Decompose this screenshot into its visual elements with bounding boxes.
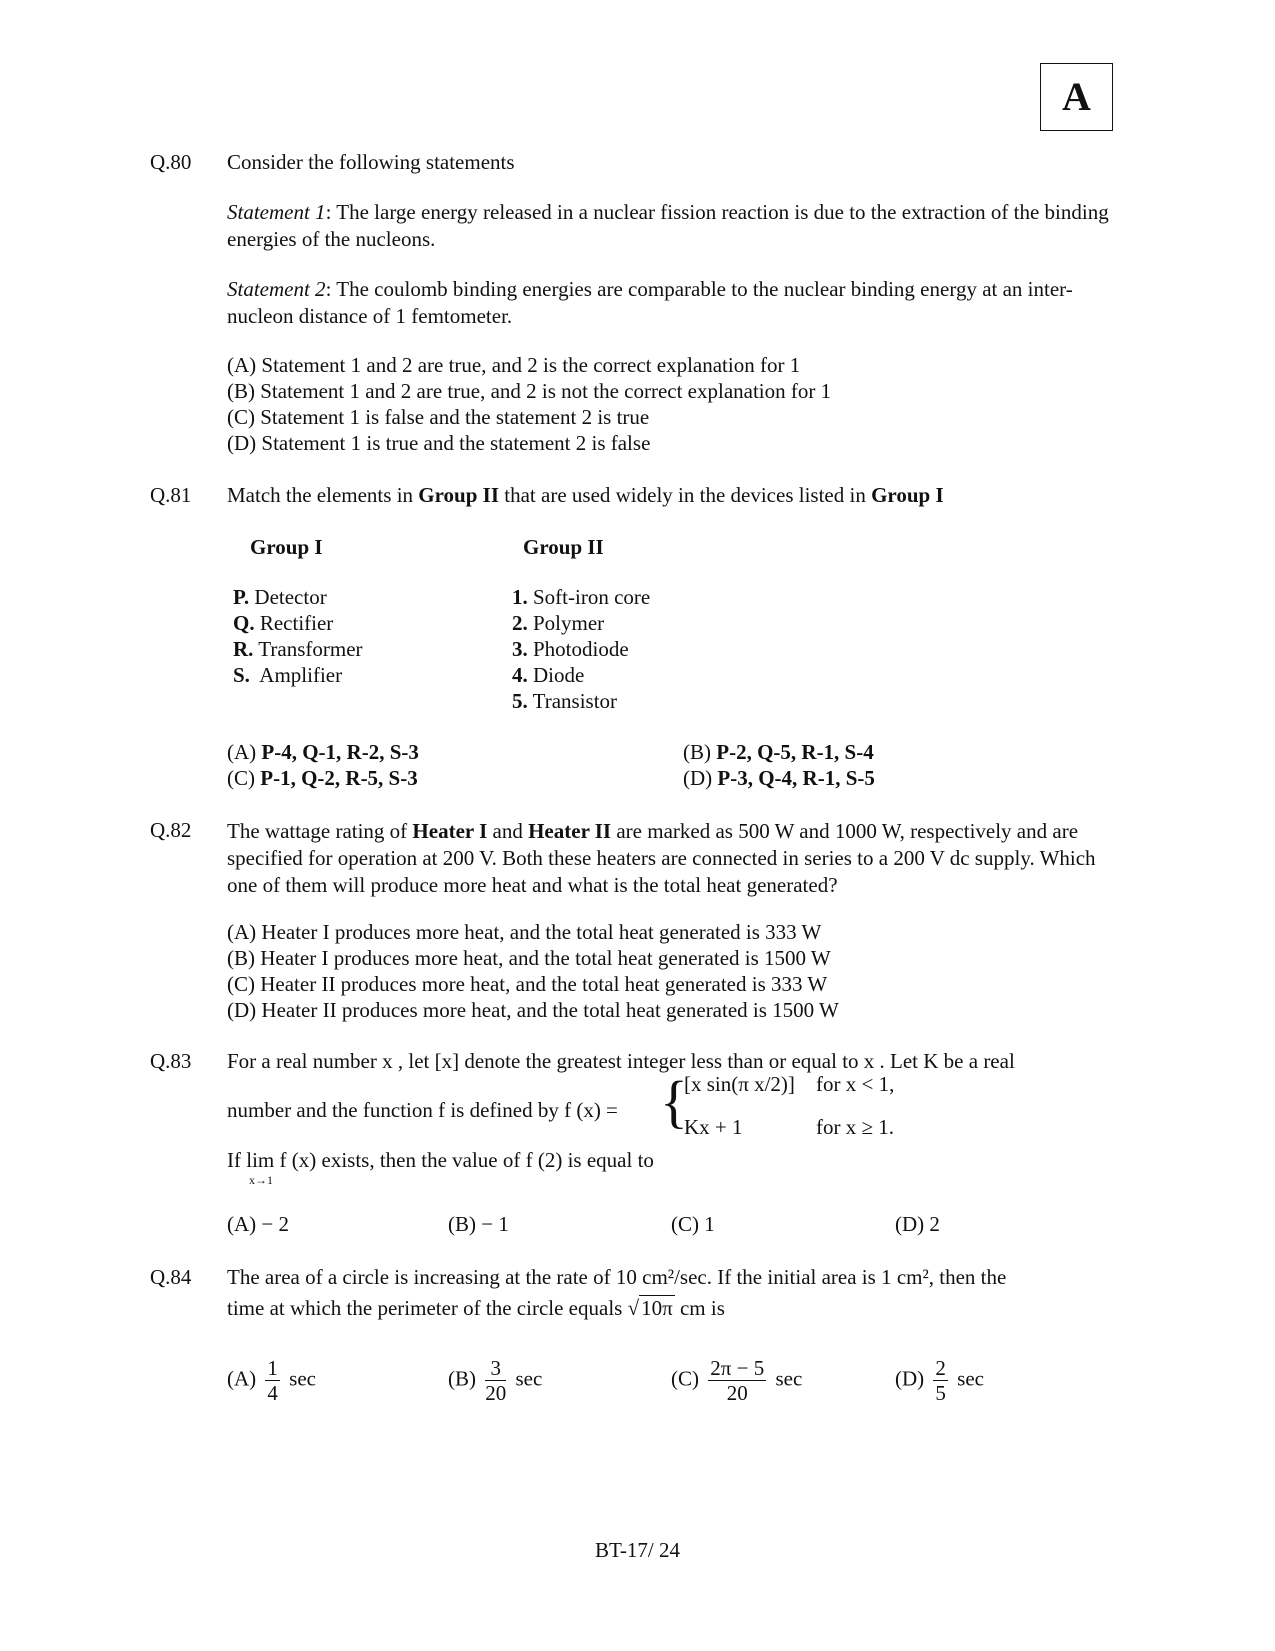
- group-1-item: P. Detector: [233, 585, 327, 609]
- piecewise-case-1: [x sin(π x/2)]: [684, 1072, 795, 1096]
- group-2-item: 3. Photodiode: [512, 637, 629, 661]
- limit-statement: If lim f (x) exists, then the value of f (2) is equal to: [227, 1148, 654, 1172]
- question-number: Q.81: [150, 483, 192, 507]
- option-b: (B) P-2, Q-5, R-1, S-4: [683, 740, 874, 764]
- piecewise-condition-2: for x ≥ 1.: [816, 1115, 895, 1139]
- question-intro: Consider the following statements: [227, 150, 515, 174]
- answer-key-box: A: [1040, 63, 1113, 131]
- option-b: (B) Heater I produces more heat, and the total heat generated is 1500 W: [227, 946, 831, 970]
- option-a: (A) $\frac{1}{4}$ sec: [227, 1356, 316, 1405]
- statement-2: Statement 2: The coulomb binding energies are comparable to the nuclear binding energy at an inter-nucleon distance of 1 femtometer.: [227, 277, 1073, 328]
- option-d: (D) $\frac{2}{5}$ sec: [895, 1356, 984, 1405]
- group-2-item: 5. Transistor: [512, 689, 618, 713]
- option-a: (A) − 2: [227, 1212, 289, 1236]
- question-number: Q.83: [150, 1049, 192, 1073]
- piecewise-condition-1: for x < 1,: [816, 1072, 895, 1096]
- question-stem-line: The area of a circle is increasing at the rate of 10 cm²/sec. If the initial area is 1 cm², then the: [227, 1265, 1007, 1289]
- group-1-header: Group I: [250, 535, 323, 559]
- option-c: (C) $\frac{2\pi - 5}{20}$ sec: [671, 1356, 803, 1405]
- question-stem-line: time at which the perimeter of the circle equals √10π cm is: [227, 1296, 725, 1320]
- question-number: Q.84: [150, 1265, 192, 1289]
- option-c: (C) P-1, Q-2, R-5, S-3: [227, 766, 418, 790]
- statement-1: Statement 1: The large energy released in a nuclear fission reaction is due to the extraction of the binding energies of the nucleons.: [227, 200, 1109, 251]
- question-number: Q.80: [150, 150, 192, 174]
- option-d: (D) Statement 1 is true and the statement 2 is false: [227, 431, 651, 455]
- option-b: (B) − 1: [448, 1212, 509, 1236]
- piecewise-brace: {: [660, 1069, 688, 1134]
- option-c: (C) 1: [671, 1212, 715, 1236]
- page-footer: BT-17/ 24: [595, 1538, 680, 1562]
- option-a: (A) P-4, Q-1, R-2, S-3: [227, 740, 419, 764]
- option-b: (B) Statement 1 and 2 are true, and 2 is not the correct explanation for 1: [227, 379, 832, 403]
- group-2-item: 1. Soft-iron core: [512, 585, 651, 609]
- limit-subscript: x→1: [249, 1173, 273, 1187]
- question-stem-line: For a real number x , let [x] denote the greatest integer less than or equal to x . Let K be a real: [227, 1049, 1015, 1073]
- option-a: (A) Heater I produces more heat, and the total heat generated is 333 W: [227, 920, 822, 944]
- group-1-item: R. Transformer: [233, 637, 363, 661]
- option-c: (C) Statement 1 is false and the statement 2 is true: [227, 405, 650, 429]
- group-1-item: Q. Rectifier: [233, 611, 334, 635]
- group-2-item: 4. Diode: [512, 663, 585, 687]
- group-1-item: S. Amplifier: [233, 663, 343, 687]
- option-a: (A) Statement 1 and 2 are true, and 2 is the correct explanation for 1: [227, 353, 801, 377]
- option-c: (C) Heater II produces more heat, and the total heat generated is 333 W: [227, 972, 828, 996]
- question-number: Q.82: [150, 818, 192, 842]
- option-d: (D) Heater II produces more heat, and the total heat generated is 1500 W: [227, 998, 839, 1022]
- piecewise-case-2: Kx + 1: [684, 1115, 743, 1139]
- function-definition-label: number and the function f is defined by f (x) =: [227, 1098, 618, 1122]
- question-stem: The wattage rating of Heater I and Heater II are marked as 500 W and 1000 W, respectively and are specified for operation at 200 V. Both these heaters are connected in series to a 200 V dc supply. Which one of them will produce more heat and what is the total heat generated?: [227, 819, 1096, 897]
- group-2-header: Group II: [523, 535, 604, 559]
- group-2-item: 2. Polymer: [512, 611, 605, 635]
- question-stem: Match the elements in Group II that are used widely in the devices listed in Group I: [227, 483, 944, 507]
- option-d: (D) P-3, Q-4, R-1, S-5: [683, 766, 875, 790]
- option-d: (D) 2: [895, 1212, 940, 1236]
- option-b: (B) $\frac{3}{20}$ sec: [448, 1356, 543, 1405]
